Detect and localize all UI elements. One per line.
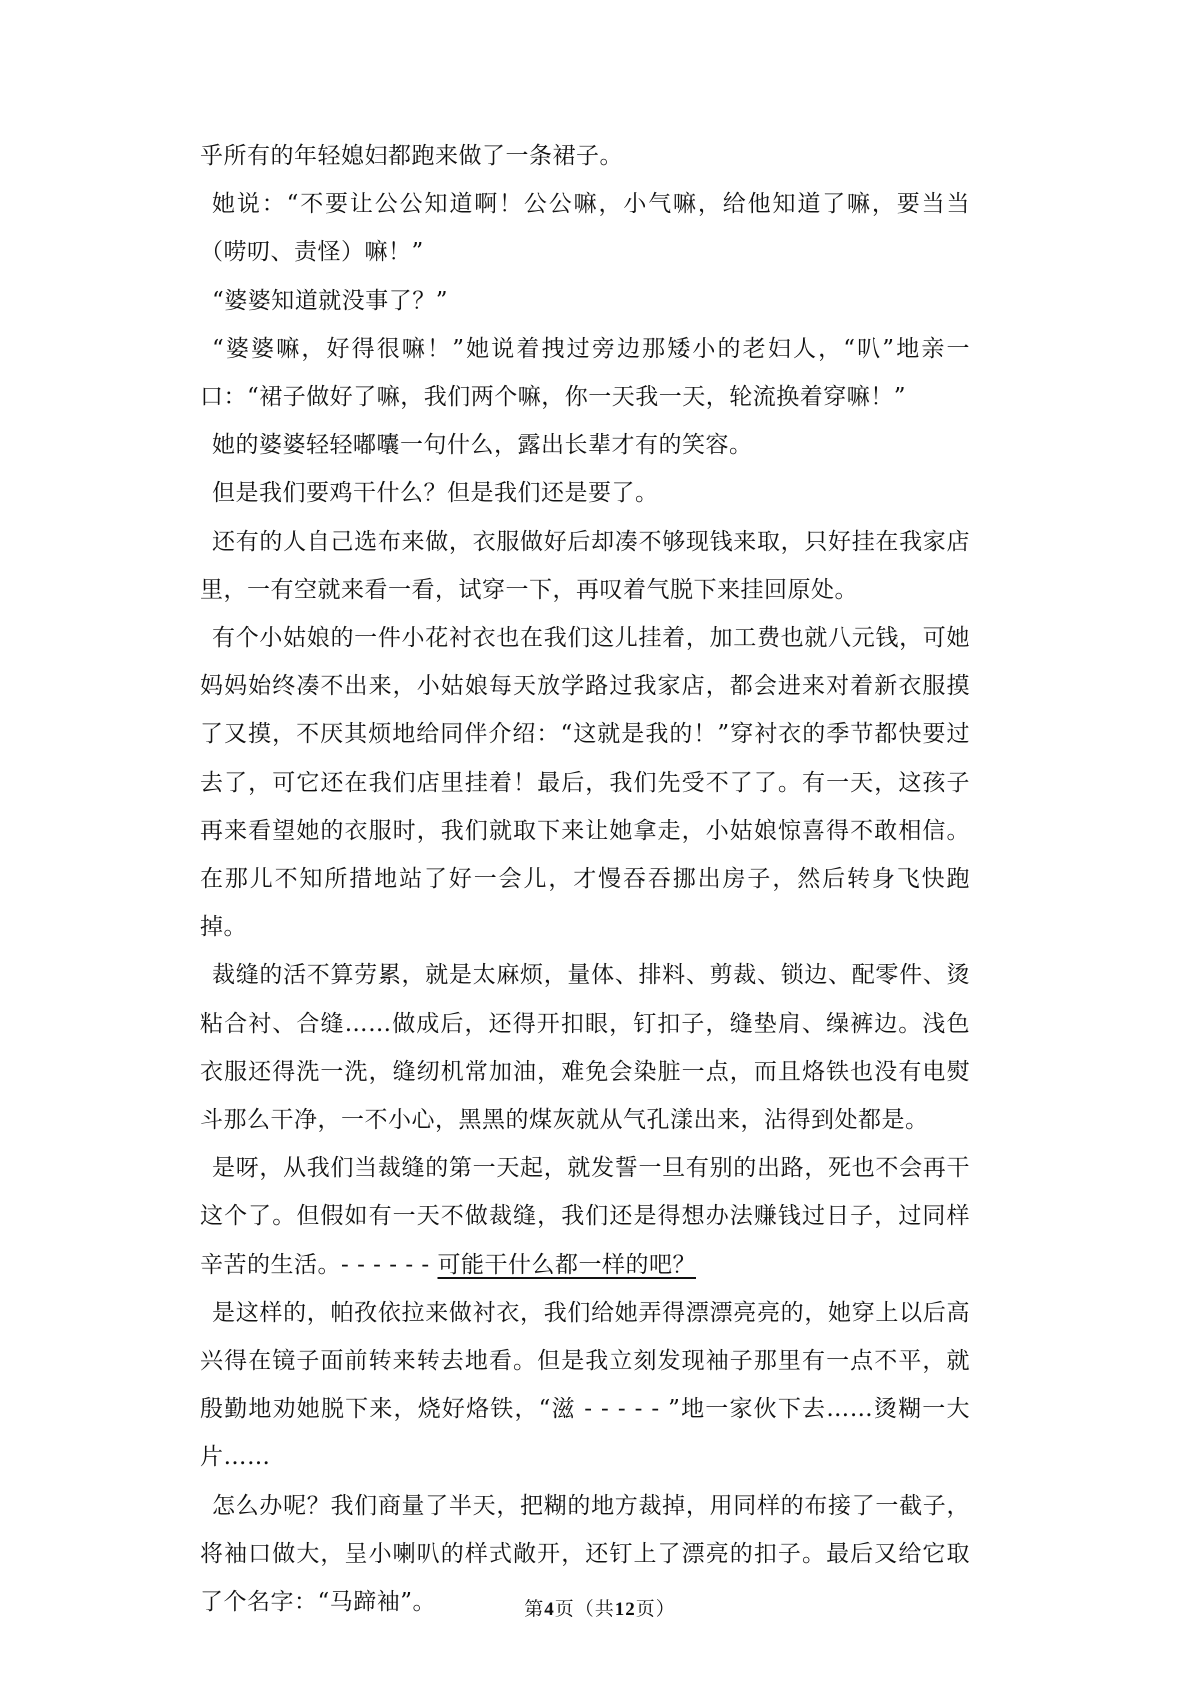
paragraph: 但是我们要鸡干什么？但是我们还是要了。 bbox=[212, 480, 659, 507]
paragraph: 她说：“不要让公公知道啊！公公嘛，小气嘛，给他知道了嘛，要当当（唠叨、责怪）嘛！” bbox=[200, 191, 970, 266]
current-page-number: 4 bbox=[544, 1599, 555, 1620]
paragraph: 乎所有的年轻媳妇都跑来做了一条裙子。 bbox=[200, 143, 623, 169]
underlined-sentence: 可能干什么都一样的吧？ bbox=[437, 1251, 696, 1278]
paragraph: 她的婆婆轻轻嘟囔一句什么，露出长辈才有的笑容。 bbox=[212, 432, 753, 459]
paragraph: “婆婆嘛，好得很嘛！”她说着拽过旁边那矮小的老妇人，“叭”地亲一口：“裙子做好了嘛，我们两个嘛，你一天我一天，轮流换着穿嘛！” bbox=[200, 335, 970, 411]
paragraph-text: 是呀，从我们当裁缝的第一天起，就发誓一旦有别的出路，死也不会再干这个了。但假如有一天不做裁缝，我们还是得想办法赚钱过日子，过同样辛苦的生活。- - - - - - bbox=[200, 1155, 970, 1278]
paragraph: 裁缝的活不算劳累，就是太麻烦，量体、排料、剪裁、锁边、配零件、烫粘合衬、合缝……做成后，还得开扣眼，钉扣子，缝垫肩、缲裤边。浅色衣服还得洗一洗，缝纫机常加油，难免会染脏一点，而且烙铁也没有电熨斗那么干净，一不小心，黑黑的煤灰就从气孔漾出来，沾得到处都是。 bbox=[200, 962, 970, 1134]
page-footer bbox=[0, 1594, 1200, 1621]
document-body bbox=[200, 132, 970, 1626]
total-page-count: 12 bbox=[614, 1599, 636, 1620]
paragraph: “婆婆知道就没事了？” bbox=[212, 287, 449, 314]
paragraph: 是这样的，帕孜依拉来做衬衣，我们给她弄得漂漂亮亮的，她穿上以后高兴得在镜子面前转来转去地看。但是我立刻发现袖子那里有一点不平，就殷勤地劝她脱下来，烧好烙铁，“滋 - - - - - ”地一家伙下去……烫糊一大片…… bbox=[200, 1299, 970, 1471]
paragraph: 还有的人自己选布来做，衣服做好后却凑不够现钱来取，只好挂在我家店里，一有空就来看一看，试穿一下，再叹着气脱下来挂回原处。 bbox=[200, 528, 970, 603]
paragraph-with-underline bbox=[200, 1144, 970, 1289]
footer-suffix: 页） bbox=[635, 1598, 676, 1620]
paragraph: 有个小姑娘的一件小花衬衣也在我们这儿挂着，加工费也就八元钱，可她妈妈始终凑不出来，小姑娘每天放学路过我家店，都会进来对着新衣服摸了又摸，不厌其烦地给同伴介绍：“这就是我的！”穿衬衣的季节都快要过去了，可它还在我们店里挂着！最后，我们先受不了了。有一天，这孩子再来看望她的衣服时，我们就取下来让她拿走，小姑娘惊喜得不敢相信。在那儿不知所措地站了好一会儿，才慢吞吞挪出房子，然后转身飞快跑掉。 bbox=[200, 625, 970, 941]
paragraph: 怎么办呢？我们商量了半天，把糊的地方裁掉，用同样的布接了一截子，将袖口做大，呈小喇叭的样式敞开，还钉上了漂亮的扣子。最后又给它取了个名字：“马蹄袖”。 bbox=[200, 1492, 970, 1616]
footer-middle: 页（共 bbox=[554, 1598, 615, 1620]
footer-prefix: 第 bbox=[524, 1598, 545, 1620]
